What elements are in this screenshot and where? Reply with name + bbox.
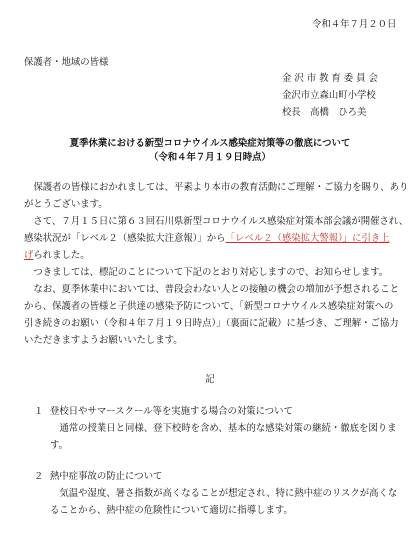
level-text: 感染状況が「レベル２（感染拡大注意報）」から: [24, 233, 226, 244]
item-title: 登校日やサマースクール等を実施する場合の対策について: [50, 406, 293, 417]
item-text: す。: [50, 440, 68, 451]
sender-block: [282, 70, 378, 121]
body-line: つきましては、標記のことについて下記のとおり対応しますので、お知らせします。: [24, 267, 389, 278]
body-line: 保護者の皆様におかれましては、平素より本市の教育活動にご理解・ご協力を賜り、あり: [24, 182, 409, 193]
ki-heading: 記: [205, 374, 215, 385]
sender-line: 金 沢 市 教 育 委 員 会: [282, 73, 378, 84]
recipient: 保護者・地域の皆様: [24, 57, 109, 68]
body-line: がとうございます。: [24, 199, 108, 210]
item-number: ２: [34, 471, 44, 482]
item-text: ることから、熱中症の危険性について適切に指導します。: [50, 505, 293, 516]
body-line: [24, 251, 90, 262]
level-highlight: げ: [24, 250, 34, 261]
body-line: から、保護者の皆様と子供達の感染予防について、「新型コロナウイルス感染症対策への: [24, 301, 394, 312]
item-title: 熱中症事故の防止について: [50, 471, 163, 482]
body-line: いただきますようお願いいたします。: [24, 335, 183, 346]
item-number: １: [34, 406, 44, 417]
item-text: 気温や湿度、暑さ指数が高くなることが想定され、特に熱中症のリスクが高くな: [50, 488, 398, 499]
item-text: 通常の授業日と同様、登下校時を含め、基本的な感染対策の継続・徹底を図りま: [50, 423, 397, 434]
document-title: 夏季休業における新型コロナウイルス感染症対策等の徹底について: [69, 138, 351, 149]
body-line: なお、夏季休業中においては、普段会わない人との接触の機会の増加が予想されること: [24, 284, 400, 295]
level-highlight: 「レベル２（感染拡大警報）」に引き上: [225, 233, 390, 244]
body-line: [24, 234, 390, 245]
document-subtitle: （令和４年７月１９日時点）: [149, 152, 271, 163]
level-text: られました。: [33, 250, 90, 261]
sender-line: 校長 高橋 ひろ美: [282, 107, 367, 118]
body-line: 引き続きのお願い（令和４年７月１９日時点）」（裏面に記載）に基づき、ご理解・ご協力: [24, 318, 399, 329]
sender-line: 金沢市立森山町小学校: [282, 90, 376, 101]
issue-date: 令和４年７月２０日: [312, 19, 397, 30]
body-line: さて、７月１５日に第６３回石川県新型コロナウイルス感染症対策本部会議が開催され、: [24, 216, 409, 227]
